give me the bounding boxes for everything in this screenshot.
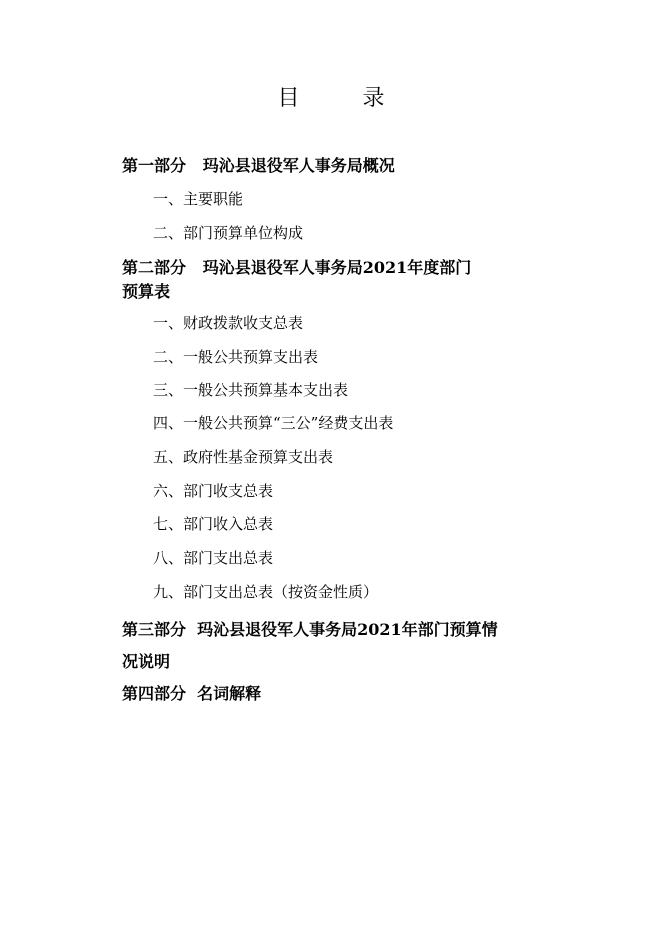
part2-item-5: 五、政府性基金预算支出表 <box>153 448 334 466</box>
toc-title: 目 录 <box>277 86 413 111</box>
part3-heading-line1: 第三部分 玛沁县退役军人事务局2021年部门预算情 <box>122 620 498 639</box>
part2-item-2: 二、一般公共预算支出表 <box>153 348 319 366</box>
part2-heading-line1: 第二部分 玛沁县退役军人事务局2021年度部门 <box>122 258 472 277</box>
part2-heading-line2: 预算表 <box>122 282 171 301</box>
part2-item-3: 三、一般公共预算基本支出表 <box>153 381 349 399</box>
part2-item-8: 八、部门支出总表 <box>153 549 274 567</box>
part2-item-9: 九、部门支出总表（按资金性质） <box>153 583 379 601</box>
part2-item-6: 六、部门收支总表 <box>153 482 274 500</box>
part4-heading: 第四部分 名词解释 <box>122 684 262 703</box>
part1-heading: 第一部分 玛沁县退役军人事务局概况 <box>122 156 395 175</box>
part1-item-2: 二、部门预算单位构成 <box>153 224 304 242</box>
part1-item-1: 一、主要职能 <box>153 190 244 208</box>
part2-item-7: 七、部门收入总表 <box>153 515 274 533</box>
part3-heading-line2: 况说明 <box>122 652 171 671</box>
part2-item-1: 一、财政拨款收支总表 <box>153 314 304 332</box>
part2-item-4: 四、一般公共预算“三公”经费支出表 <box>153 414 394 432</box>
